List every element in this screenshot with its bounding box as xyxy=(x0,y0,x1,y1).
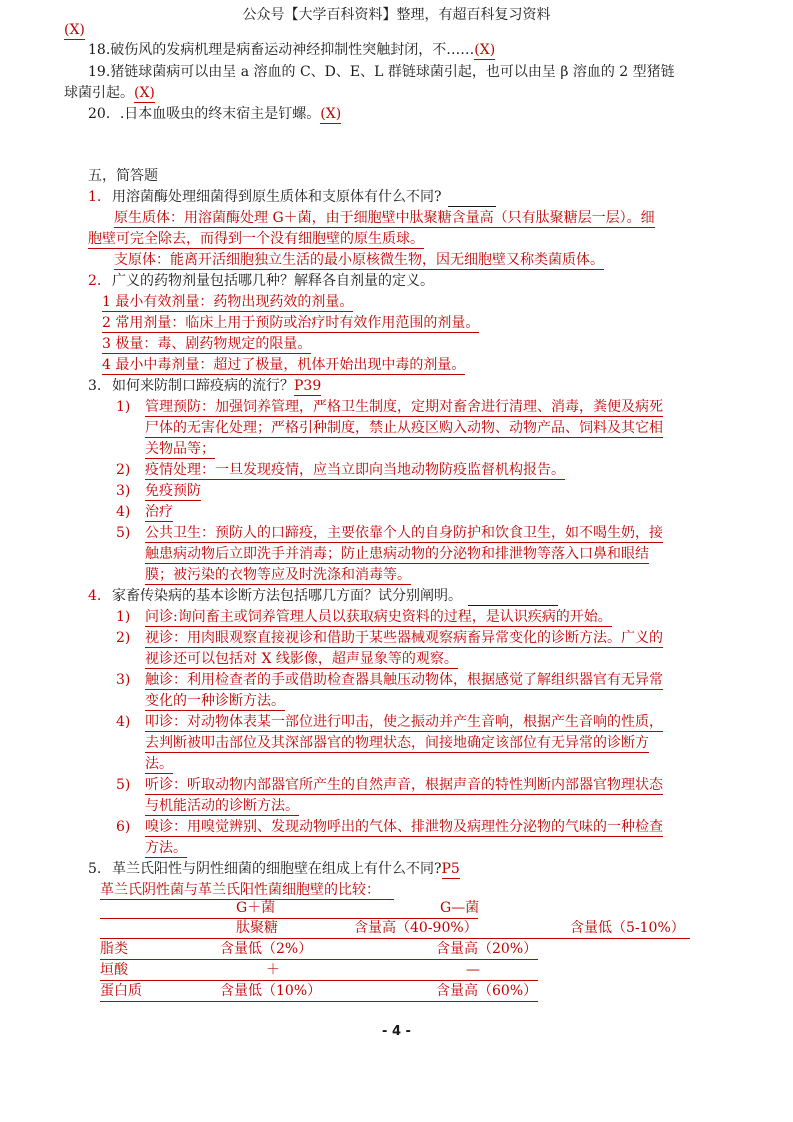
row-gneg: 含量高（20%） xyxy=(436,941,538,957)
q18-text: 18.破伤风的发病机理是病畜运动神经抑制性突触封闭，不…… xyxy=(88,42,475,58)
q19-line2: 球菌引起。(X) xyxy=(64,85,155,101)
q1-answer-line3: 支原体：能离开活细胞独立生活的最小原核微生物，因无细胞壁又称类菌质体。 xyxy=(114,252,604,268)
q4-item6-line2: 方法。 xyxy=(145,840,187,856)
q4-blank xyxy=(468,591,558,606)
q2-question: 广义的药物剂量包括哪几种？解释各自剂量的定义。 xyxy=(112,273,434,289)
q5-question: 革兰氏阳性与阴性细菌的细胞壁在组成上有什么不同? xyxy=(112,861,442,877)
q3-number: 3. xyxy=(88,378,102,394)
q2-answer-4: 4 最小中毒剂量：超过了极量，机体开始出现中毒的剂量。 xyxy=(102,357,466,373)
q3-item5-line1: 公共卫生：预防人的口蹄疫，主要依靠个人的自身防护和饮食卫生，如不喝生奶，接 xyxy=(145,525,663,541)
q18-answer: (X) xyxy=(474,42,496,58)
q3-item1-number: 1) xyxy=(116,399,131,415)
q4-item3-line2: 变化的一种诊断方法。 xyxy=(145,693,285,709)
q18-line xyxy=(88,40,495,60)
row-gneg: — xyxy=(466,962,480,978)
col-gpos: G＋菌 xyxy=(236,900,276,916)
row-gpos: 含量高（40-90%） xyxy=(354,920,478,936)
q5-line xyxy=(88,859,460,879)
q5-ref: P5 xyxy=(441,861,460,877)
row-label: 肽聚糖 xyxy=(236,920,278,936)
q2-number: 2. xyxy=(88,273,102,289)
page-header: 公众号【大学百科资料】整理，有超百科复习资料 xyxy=(242,7,551,23)
q4-item6-line1: 嗅诊：用嗅觉辨别、发现动物呼出的气体、排泄物及病理性分泌物的气味的一种检查 xyxy=(145,819,663,835)
q1-blank xyxy=(448,192,496,207)
q4-item4-line2: 去判断被叩击部位及其深部器官的物理状态，间接地确定该部位有无异常的诊断方 xyxy=(145,735,649,751)
q3-question: 如何来防制口蹄疫病的流行？ xyxy=(112,378,294,394)
q4-number: 4. xyxy=(88,588,102,604)
row-gneg: 含量高（60%） xyxy=(436,983,538,999)
q4-item5-number: 5) xyxy=(116,777,131,793)
q3-item4-number: 4) xyxy=(116,504,131,520)
q4-item2-line1: 视诊：用肉眼观察直接视诊和借助于某些器械观察病畜异常变化的诊断方法。广义的 xyxy=(145,630,663,646)
q19-answer: (X) xyxy=(134,85,155,101)
q3-item4-line1: 治疗 xyxy=(145,504,173,520)
q4-question: 家畜传染病的基本诊断方法包括哪几方面？试分别阐明。 xyxy=(112,588,462,604)
q3-item2-line1: 疫情处理：一旦发现疫情，应当立即向当地动物防疫监督机构报告。 xyxy=(145,462,565,478)
q4-item4-number: 4) xyxy=(116,714,131,730)
q4-item3-line1: 触诊：利用检查者的手或借助检查器具触压动物体，根据感觉了解组织器官有无异常 xyxy=(145,672,663,688)
q4-item4-line1: 叩诊：对动物体表某一部位进行叩击，使之振动并产生音响，根据产生音响的性质， xyxy=(145,714,663,730)
row-label: 脂类 xyxy=(100,941,128,957)
q3-line xyxy=(88,376,321,396)
row-label: 蛋白质 xyxy=(100,983,142,999)
row-gpos: 含量低（2%） xyxy=(220,941,313,957)
q2-answer-3: 3 极量：毒、剧药物规定的限量。 xyxy=(102,336,312,352)
q5-number: 5. xyxy=(88,861,102,877)
q4-line xyxy=(88,586,558,606)
compare-header-row xyxy=(100,898,478,919)
q3-ref: P39 xyxy=(294,378,322,394)
q4-item1-line1: 问诊:询问畜主或饲养管理人员以获取病史资料的过程，是认识疾病的开始。 xyxy=(145,609,612,625)
q20-line: 20．.日本血吸虫的终末宿主是钉螺。(X) xyxy=(88,106,342,122)
q3-item1-line2: 尸体的无害化处理；严格引种制度，禁止从疫区购入动物、动物产品、饲料及其它相 xyxy=(145,420,663,436)
q3-item5-number: 5) xyxy=(116,525,131,541)
compare-row-lipid xyxy=(100,939,538,960)
q20-answer: (X) xyxy=(320,106,342,122)
row-label: 垣酸 xyxy=(100,962,128,978)
q2-line xyxy=(88,271,434,291)
q2-answer-1: 1 最小有效剂量：药物出现药效的剂量。 xyxy=(102,294,354,310)
compare-row-teichoic xyxy=(100,960,538,981)
q3-item5-line2: 触患病动物后立即洗手并消毒；防止患病动物的分泌物和排泄物等落入口鼻和眼结 xyxy=(145,546,649,562)
q1-number: 1. xyxy=(88,189,102,205)
q1-answer-line2: 胞壁可完全除去，而得到一个没有细胞壁的原生质球。 xyxy=(88,231,424,247)
row-gpos: ＋ xyxy=(266,962,280,978)
q4-item5-line1: 听诊：听取动物内部器官所产生的自然声音，根据声音的特性判断内部器官物理状态 xyxy=(145,777,663,793)
q3-item3-line1: 免疫预防 xyxy=(145,483,201,499)
q4-item4-line3: 法。 xyxy=(145,756,173,772)
section-title: 五，简答题 xyxy=(88,168,158,184)
q1-question: 用溶菌酶处理细菌得到原生质体和支原体有什么不同? xyxy=(112,189,442,205)
q3-item1-line3: 关物品等； xyxy=(145,441,215,457)
compare-row-peptidoglycan xyxy=(100,918,690,939)
row-gpos: 含量低（10%） xyxy=(220,983,322,999)
col-gneg: G—菌 xyxy=(440,900,480,916)
q4-item3-number: 3) xyxy=(116,672,131,688)
q1-answer-line1: 原生质体：用溶菌酶处理 G＋菌，由于细胞壁中肽聚糖含量高（只有肽聚糖层一层）。细 xyxy=(114,210,655,226)
page-number: - 4 - xyxy=(382,1024,411,1039)
q5-compare-title: 革兰氏阴性菌与革兰氏阳性菌细胞壁的比较： xyxy=(100,880,394,900)
q4-item2-number: 2) xyxy=(116,630,131,646)
q19-line1: 19.猪链球菌病可以由呈 a 溶血的 C、D、E、L 群链球菌引起，也可以由呈 β 溶血的 2 型猪链 xyxy=(88,64,675,80)
q2-answer-2: 2 常用剂量：临床上用于预防或治疗时有效作用范围的剂量。 xyxy=(102,315,480,331)
q4-item1-number: 1) xyxy=(116,609,131,625)
q3-item5-line3: 膜；被污染的衣物等应及时洗涤和消毒等。 xyxy=(145,567,411,583)
q1-line xyxy=(88,187,496,207)
q17-answer: (X) xyxy=(64,22,85,38)
q3-item1-line1: 管理预防：加强饲养管理，严格卫生制度，定期对畜舍进行清理、消毒，粪便及病死 xyxy=(145,399,663,415)
compare-row-protein xyxy=(100,981,538,1002)
q3-item2-number: 2) xyxy=(116,462,131,478)
row-gneg: 含量低（5-10%） xyxy=(570,920,685,936)
q4-item2-line2: 视诊还可以包括对 X 线影像，超声显象等的观察。 xyxy=(145,651,458,667)
q4-item5-line2: 与机能活动的诊断方法。 xyxy=(145,798,299,814)
q4-item6-number: 6) xyxy=(116,819,131,835)
q3-item3-number: 3) xyxy=(116,483,131,499)
